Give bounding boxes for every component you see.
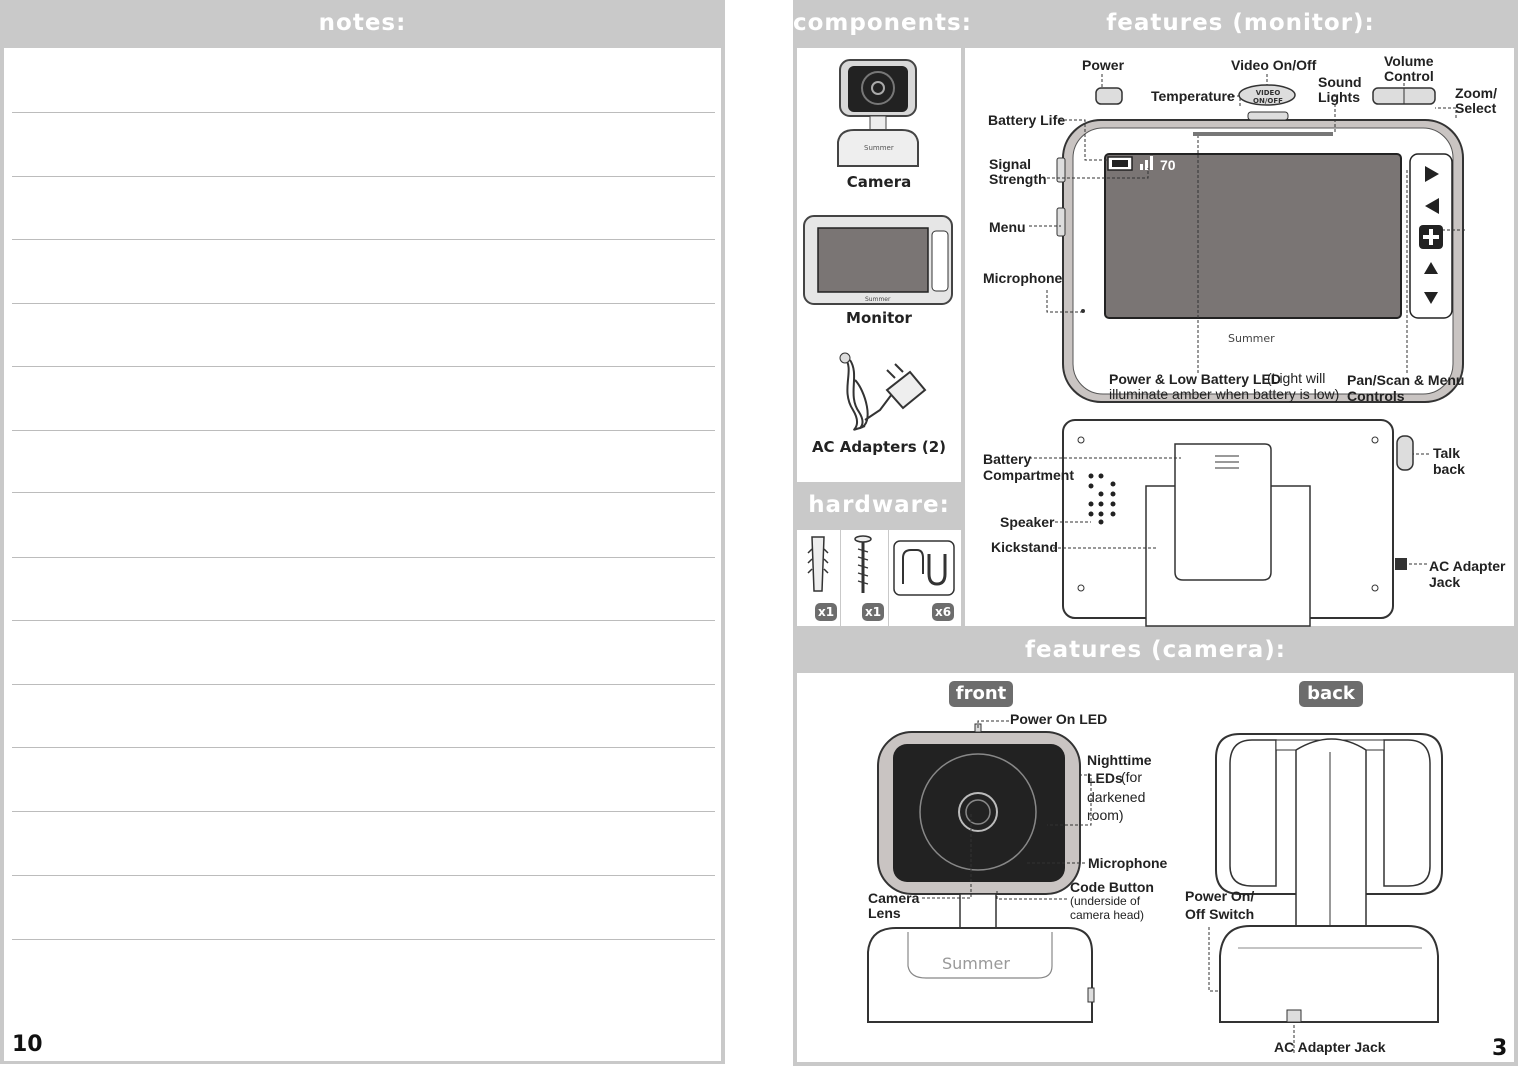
signal-label: Signal [989, 156, 1032, 172]
temperature-readout: 70 [1160, 157, 1176, 173]
note-line [12, 239, 715, 240]
battery-compartment-label: Battery [983, 451, 1032, 467]
note-line [12, 811, 715, 812]
page-number-right: 3 [1492, 1036, 1508, 1061]
video-button-text: VIDEO ON/OFF [1253, 89, 1283, 105]
battery-compartment-label-2: Compartment [983, 467, 1075, 483]
note-line [12, 176, 715, 177]
note-line [12, 875, 715, 876]
page-number-left: 10 [12, 1032, 43, 1057]
power-switch-label: Power On/ [1185, 888, 1255, 904]
volume-label: Volume [1384, 53, 1434, 69]
power-switch-label-2: Off Switch [1185, 906, 1255, 922]
hardware-title: hardware: [808, 492, 950, 518]
power-label: Power [1082, 57, 1125, 73]
monitor-brand: Summer [1228, 332, 1275, 345]
note-line [12, 620, 715, 621]
talkback-label-2: back [1433, 461, 1465, 477]
notes-title: notes: [318, 10, 407, 36]
svg-text:Summer: Summer [865, 296, 891, 303]
speaker-label: Speaker [1000, 514, 1055, 530]
menu-label: Menu [989, 219, 1026, 235]
back-badge: back [1299, 681, 1363, 707]
zoom-label: Zoom/ [1455, 85, 1497, 101]
camera-component-image [830, 58, 930, 173]
nighttime-note-3: room) [1087, 807, 1124, 823]
panscan-label-2: Controls [1347, 388, 1405, 404]
monitor-features-title: features (monitor): [1106, 10, 1375, 36]
ac-jack-label-2: Jack [1429, 574, 1461, 590]
wall-anchor-icon [806, 535, 830, 595]
screw-quantity: x1 [862, 603, 884, 621]
power-on-led-label: Power On LED [1010, 711, 1108, 727]
video-label: Video On/Off [1231, 57, 1317, 73]
power-led-note: (Light will [1267, 370, 1326, 386]
volume-label-2: Control [1384, 68, 1434, 84]
hardware-divider [888, 530, 889, 626]
monitor-component-image [803, 215, 953, 307]
nighttime-note-2: darkened [1087, 789, 1146, 805]
ac-adapter-image [825, 350, 930, 435]
cable-clip-icon [893, 540, 955, 596]
adapters-caption: AC Adapters (2) [811, 438, 947, 456]
camera-back-diagram [1210, 730, 1450, 1030]
note-line [12, 939, 715, 940]
components-title: components: [793, 10, 972, 36]
note-line [12, 684, 715, 685]
temperature-label: Temperature [1151, 88, 1235, 104]
note-line [12, 366, 715, 367]
ac-jack-label: AC Adapter [1429, 558, 1506, 574]
note-line [12, 747, 715, 748]
monitor-caption: Monitor [846, 309, 912, 327]
anchor-quantity: x1 [815, 603, 837, 621]
power-led-note-2: illuminate amber when battery is low) [1109, 386, 1340, 402]
screw-icon [853, 535, 873, 597]
note-line [12, 492, 715, 493]
nighttime-label-2: LEDs [1087, 770, 1123, 786]
sound-label-2: Lights [1318, 89, 1360, 105]
camera-ac-jack-label: AC Adapter Jack [1274, 1039, 1386, 1055]
front-badge: front [949, 681, 1013, 707]
signal-label-2: Strength [989, 171, 1047, 187]
code-button-note: (underside of [1070, 894, 1141, 908]
sound-label: Sound [1318, 74, 1362, 90]
camera-lens-label: Camera [868, 890, 920, 906]
power-led-label: Power & Low Battery LED [1109, 371, 1281, 387]
nighttime-label: Nighttime [1087, 752, 1152, 768]
note-line [12, 303, 715, 304]
camera-microphone-label: Microphone [1088, 855, 1168, 871]
kickstand-label: Kickstand [991, 539, 1058, 555]
battery-life-label: Battery Life [988, 112, 1066, 128]
zoom-label-2: Select [1455, 100, 1497, 116]
note-line [12, 430, 715, 431]
camera-features-title: features (camera): [1025, 637, 1286, 663]
talkback-label: Talk [1433, 445, 1460, 461]
nighttime-note: (for [1121, 769, 1142, 785]
note-line [12, 557, 715, 558]
note-line [12, 112, 715, 113]
microphone-label: Microphone [983, 270, 1063, 286]
notes-area [4, 48, 721, 1061]
camera-brand: Summer [942, 954, 1010, 973]
panscan-label: Pan/Scan & Menu [1347, 372, 1465, 388]
clip-quantity: x6 [932, 603, 954, 621]
camera-caption: Camera [846, 173, 912, 191]
camera-lens-label-2: Lens [868, 905, 901, 921]
svg-text:Summer: Summer [864, 144, 894, 152]
code-button-note-2: camera head) [1070, 908, 1145, 922]
code-button-label: Code Button [1070, 879, 1154, 895]
hardware-divider [840, 530, 841, 626]
